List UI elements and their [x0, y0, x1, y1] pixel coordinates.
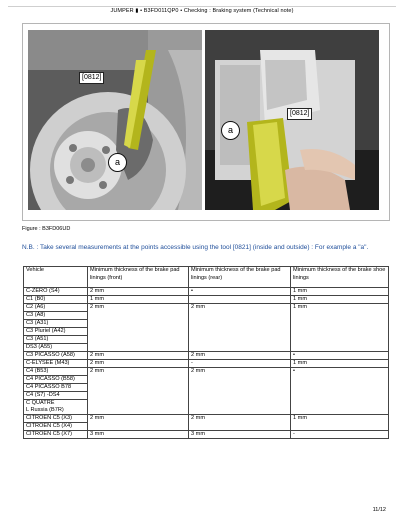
rear-cell: 2 mm	[189, 352, 291, 360]
table-row	[24, 352, 389, 360]
shoe-cell: 1 mm	[291, 288, 389, 296]
vehicle-cell: C-ZERO (S4)	[24, 288, 88, 296]
vehicle-cell: C4 PICASSO (B58)	[24, 376, 88, 384]
rear-cell: 2 mm	[189, 304, 291, 352]
front-cell: 2 mm	[88, 304, 189, 352]
front-cell: 3 mm	[88, 431, 189, 439]
tool-callout-right: [0812]	[287, 108, 312, 120]
vehicle-cell: C4 PICASSO B78	[24, 384, 88, 392]
front-cell: 2 mm	[88, 288, 189, 296]
front-cell: 2 mm	[88, 360, 189, 368]
rear-cell: -	[189, 360, 291, 368]
shoe-cell: 1 mm	[291, 296, 389, 304]
front-cell: 2 mm	[88, 352, 189, 360]
table-header-row	[24, 267, 389, 288]
marker-a-right: a	[221, 121, 240, 140]
vehicle-cell: L Russia (B7R)	[24, 407, 88, 415]
vehicle-cell: C-ELYSEE (M43)	[24, 360, 88, 368]
table-row	[24, 431, 389, 439]
table-row	[24, 296, 389, 304]
header-rule	[8, 6, 396, 7]
vehicle-cell: C3 (A31)	[24, 320, 88, 328]
vehicle-cell: C4 (B53)	[24, 368, 88, 376]
vehicle-cell: C2 (A6)	[24, 304, 88, 312]
shoe-cell: 1 mm	[291, 304, 389, 352]
header-rear-pad: Minimum thickness of the brake pad linings (rear)	[189, 267, 291, 288]
figure-caption: Figure : B3FD06UD	[22, 226, 71, 232]
vehicle-cell: C3 (A8)	[24, 312, 88, 320]
vehicle-cell: C QUATRE	[24, 400, 88, 408]
page-number: 11/12	[372, 507, 386, 513]
table-row	[24, 360, 389, 368]
shoe-cell: •	[291, 368, 389, 415]
vehicle-cell: C1 (B0)	[24, 296, 88, 304]
vehicle-cell: C4 (S7) -DS4	[24, 392, 88, 400]
rear-cell: •	[189, 288, 291, 296]
table-row	[24, 368, 389, 376]
shoe-cell: •	[291, 352, 389, 360]
measurement-note: N.B. : Take several measurements at the points accessible using the tool [0821] (inside and outside) : For example a "a".	[22, 244, 369, 251]
table-row	[24, 415, 389, 423]
shoe-cell: 1 mm	[291, 415, 389, 431]
header-front-pad: Minimum thickness of the brake pad linings (front)	[88, 267, 189, 288]
table-row	[24, 304, 389, 312]
marker-a-left: a	[108, 153, 127, 172]
vehicle-cell: CITROEN C5 (X4)	[24, 423, 88, 431]
header-vehicle: Vehicle	[24, 267, 88, 288]
vehicle-cell: C3 Pluriel (A42)	[24, 328, 88, 336]
tool-callout-left: [0812]	[79, 72, 104, 84]
vehicle-cell: DS3 (A55)	[24, 344, 88, 352]
shoe-cell: 1 mm	[291, 360, 389, 368]
brake-thickness-table	[23, 266, 389, 439]
page-header-title: JUMPER ▮ • B3FD011QP0 • Checking : Braking system (Technical note)	[110, 8, 294, 14]
shoe-cell: -	[291, 431, 389, 439]
brake-caliper-photo	[205, 30, 379, 210]
vehicle-cell: CITROEN C5 (X7)	[24, 431, 88, 439]
rear-cell: 2 mm	[189, 368, 291, 415]
front-cell: 2 mm	[88, 415, 189, 431]
front-cell: 1 mm	[88, 296, 189, 304]
table-row	[24, 288, 389, 296]
vehicle-cell: C3 PICASSO (A58)	[24, 352, 88, 360]
vehicle-cell: C3 (A51)	[24, 336, 88, 344]
header-shoe-lining: Minimum thickness of the brake shoe linings	[291, 267, 389, 288]
brake-disc-photo	[28, 30, 202, 210]
front-cell: 2 mm	[88, 368, 189, 415]
rear-cell	[189, 296, 291, 304]
vehicle-cell: CITROEN C5 (X3)	[24, 415, 88, 423]
rear-cell: 2 mm	[189, 415, 291, 431]
rear-cell: 3 mm	[189, 431, 291, 439]
